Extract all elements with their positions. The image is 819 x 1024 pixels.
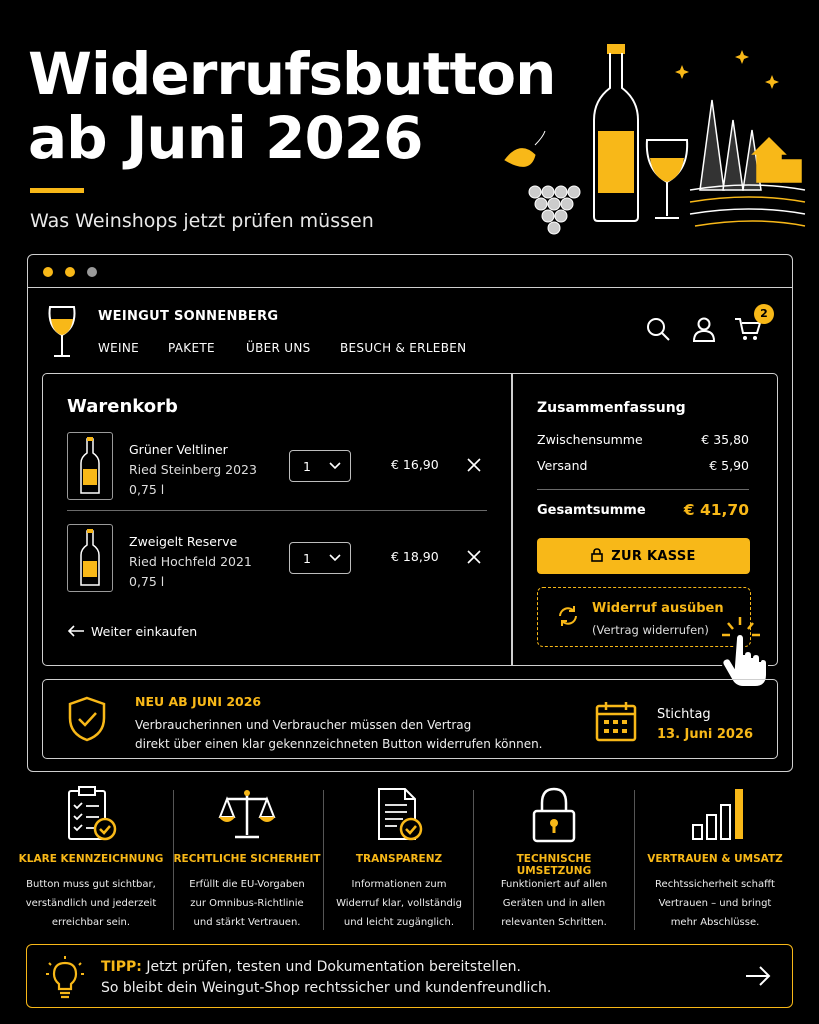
feature-description: [640, 875, 790, 932]
cart-item: [67, 432, 487, 504]
arrow-left-icon: [67, 625, 85, 637]
wine-glass-logo-icon: [46, 305, 78, 359]
feature-title: KLARE KENNZEICHNUNG: [18, 853, 164, 865]
quantity-value: 1: [303, 551, 311, 566]
grapes-icon: [505, 131, 580, 234]
search-icon[interactable]: [644, 315, 672, 343]
bottle-thumbnail: [67, 432, 113, 500]
feature-description: [324, 875, 474, 932]
bar-chart-icon: [685, 785, 745, 845]
browser-window: [27, 254, 793, 772]
notice-line2: direkt über einen klar gekennzeichneten Button widerrufen können.: [135, 737, 543, 751]
notice-box: [42, 679, 778, 759]
notice-text: [135, 716, 555, 754]
feature-divider: [473, 790, 474, 930]
feature-title: TECHNISCHE UMSETZUNG: [516, 853, 592, 877]
hero-subtitle: Was Weinshops jetzt prüfen müssen: [30, 210, 374, 232]
nav-weine[interactable]: WEINE: [98, 341, 140, 355]
total-label: Gesamtsumme: [537, 503, 646, 518]
summary-divider: [537, 489, 749, 490]
feature-line: mehr Abschlüsse.: [670, 917, 760, 928]
feature-trust-revenue: [640, 785, 790, 935]
tip-line2: So bleibt dein Weingut-Shop rechtssicher und kundenfreundlich.: [101, 980, 552, 996]
feature-description: [479, 875, 629, 932]
feature-divider: [634, 790, 635, 930]
shipping-label: Versand: [537, 458, 588, 473]
chevron-down-icon: [329, 462, 341, 470]
item-size: 0,75 l: [129, 482, 165, 497]
total-value: € 41,70: [683, 501, 749, 519]
calendar-icon: [595, 700, 637, 742]
feature-line: Widerruf klar, vollständig: [336, 898, 462, 909]
feature-line: verständlich und jederzeit: [25, 898, 157, 909]
bottle-thumbnail: [67, 524, 113, 592]
checklist-icon: [61, 785, 121, 845]
shipping-value: € 5,90: [709, 458, 749, 473]
item-detail: Ried Hochfeld 2021: [129, 554, 252, 569]
feature-line: Funktioniert auf allen: [500, 879, 608, 890]
chevron-down-icon: [329, 554, 341, 562]
quantity-select[interactable]: [289, 450, 351, 482]
feature-line: Rechtssicherheit schafft: [655, 879, 775, 890]
quantity-value: 1: [303, 459, 311, 474]
continue-shopping-link[interactable]: [67, 624, 197, 639]
shipping-row: [537, 458, 749, 473]
vineyard-landscape-icon: [675, 50, 805, 226]
checkout-label: ZUR KASSE: [611, 549, 696, 564]
checkout-button[interactable]: [537, 538, 750, 574]
feature-description: [16, 875, 166, 932]
feature-line: Geräten und in allen: [502, 898, 606, 909]
window-titlebar: [28, 255, 792, 288]
user-icon[interactable]: [690, 315, 718, 343]
feature-legal-security: [172, 785, 322, 935]
shield-check-icon: [67, 696, 107, 742]
scales-icon: [217, 785, 277, 845]
quantity-select[interactable]: [289, 542, 351, 574]
accent-bar: [30, 188, 84, 193]
withdraw-sublabel: (Vertrag widerrufen): [592, 623, 709, 637]
item-divider: [67, 510, 487, 511]
wine-illustration: [495, 40, 810, 240]
lock-icon: [524, 785, 584, 845]
item-size: 0,75 l: [129, 574, 165, 589]
feature-line: zur Omnibus-Richtlinie: [190, 898, 304, 909]
deadline-date: 13. Juni 2026: [657, 727, 754, 742]
subtotal-label: Zwischensumme: [537, 432, 643, 447]
window-dot-1: [43, 267, 53, 277]
lightbulb-icon: [45, 955, 85, 999]
lock-icon: [591, 548, 603, 562]
feature-title: RECHTLICHE SICHERHEIT: [173, 853, 321, 865]
summary-title: Zusammenfassung: [537, 400, 686, 416]
feature-line: relevanten Schritten.: [501, 917, 607, 928]
refresh-icon: [556, 604, 580, 628]
nav-ueber-uns[interactable]: ÜBER UNS: [246, 341, 311, 355]
tip-text: [101, 957, 551, 999]
pointer-hand-icon: [708, 615, 778, 687]
wine-glass-icon: [647, 140, 687, 218]
document-check-icon: [369, 785, 429, 845]
hero-title-line2: ab Juni 2026: [28, 104, 423, 172]
hero-title: [28, 42, 555, 170]
feature-title: VERTRAUEN & UMSATZ: [647, 853, 783, 865]
notice-line1: Verbraucherinnen und Verbraucher müssen den Vertrag: [135, 718, 472, 732]
withdraw-label: Widerruf ausüben: [592, 601, 724, 616]
feature-line: Vertrauen – und bringt: [658, 898, 772, 909]
feature-line: erreichbar sein.: [51, 917, 131, 928]
feature-description: [172, 875, 322, 932]
continue-shopping-label: Weiter einkaufen: [91, 624, 198, 639]
cart-title: Warenkorb: [67, 396, 178, 417]
shop-name: WEINGUT SONNENBERG: [98, 309, 279, 324]
feature-transparency: [324, 785, 474, 935]
item-name: Zweigelt Reserve: [129, 534, 238, 549]
arrow-right-icon[interactable]: [745, 966, 771, 986]
subtotal-row: [537, 432, 749, 447]
feature-line: und stärkt Vertrauen.: [193, 917, 301, 928]
hero-title-line1: Widerrufsbutton: [28, 40, 556, 108]
nav-pakete[interactable]: PAKETE: [168, 341, 215, 355]
item-price: € 16,90: [391, 457, 439, 472]
tip-box: [26, 944, 793, 1008]
feature-line: Erfüllt die EU-Vorgaben: [189, 879, 305, 890]
item-detail: Ried Steinberg 2023: [129, 462, 257, 477]
deadline-label: Stichtag: [657, 707, 711, 722]
cart-item: [67, 524, 487, 596]
feature-technical: [479, 785, 629, 935]
bottle-icon: [68, 525, 112, 591]
feature-line: Informationen zum: [351, 879, 447, 890]
bottle-icon: [594, 45, 638, 221]
subtotal-value: € 35,80: [701, 432, 749, 447]
remove-item-icon[interactable]: [467, 458, 481, 472]
feature-line: Button muss gut sichtbar,: [26, 879, 156, 890]
item-name: Grüner Veltliner: [129, 442, 228, 457]
cart-panel: [42, 373, 778, 666]
bottle-icon: [68, 433, 112, 499]
cart-count-badge: 2: [754, 304, 774, 324]
window-dot-2: [65, 267, 75, 277]
total-row: [537, 503, 749, 518]
tip-line1: Jetzt prüfen, testen und Dokumentation bereitstellen.: [146, 959, 522, 975]
panel-divider: [511, 374, 513, 665]
feature-clear-labeling: [16, 785, 166, 935]
notice-title: NEU AB JUNI 2026: [135, 694, 262, 709]
feature-title: TRANSPARENZ: [355, 853, 443, 865]
nav-besuch-erleben[interactable]: BESUCH & ERLEBEN: [340, 341, 467, 355]
tip-label: TIPP:: [101, 959, 142, 975]
remove-item-icon[interactable]: [467, 550, 481, 564]
feature-line: und leicht zugänglich.: [343, 917, 455, 928]
window-dot-3: [87, 267, 97, 277]
item-price: € 18,90: [391, 549, 439, 564]
